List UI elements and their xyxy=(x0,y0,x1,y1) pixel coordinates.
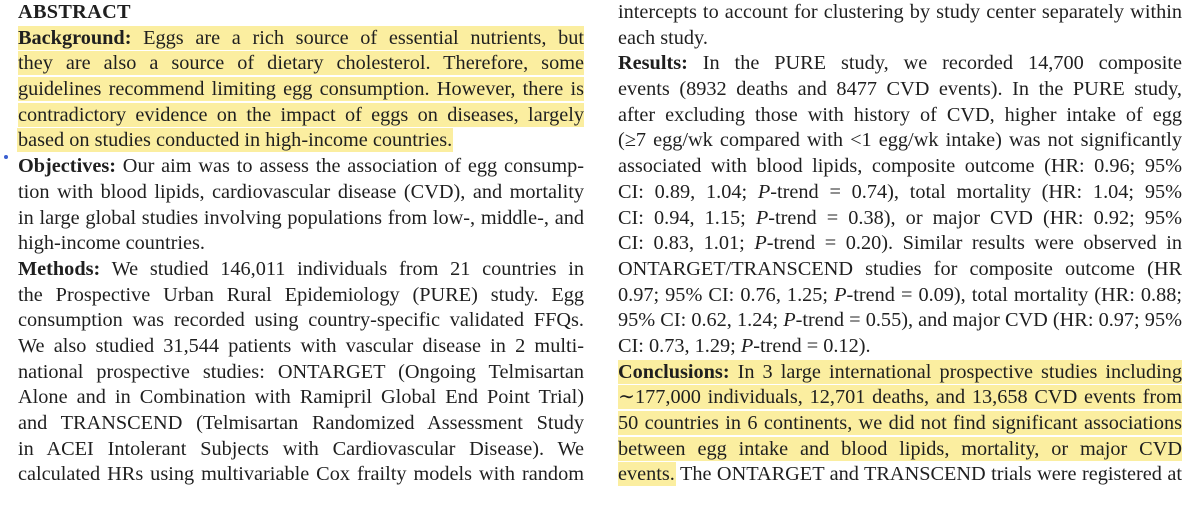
abstract-right-column xyxy=(618,0,1182,488)
methods-line-6: Alone and in Combination with Ramipril Global End Point Trial) xyxy=(18,386,584,409)
methods-label: Methods: xyxy=(18,257,101,280)
methods-line-3: consumption was recorded using country-specific validated FFQs. xyxy=(18,309,584,332)
results-line-2: events (8932 deaths and 8477 CVD events). In the PURE study, xyxy=(618,78,1182,101)
background-line-1: Background: Eggs are a rich source of essential nutrients, but xyxy=(18,26,584,49)
methods-line-8: in ACEI Intolerant Subjects with Cardiovascular Disease). We xyxy=(18,437,584,460)
background-line-3: guidelines recommend limiting egg consumption. However, there is xyxy=(18,78,584,101)
objectives-label: Objectives: xyxy=(18,155,116,178)
methods-cont-line-2: each study. xyxy=(618,26,708,49)
methods-line-9: calculated HRs using multivariable Cox frailty models with random xyxy=(18,463,584,486)
background-line-5: based on studies conducted in high-income countries. xyxy=(18,129,453,152)
background-line-4: contradictory evidence on the impact of eggs on diseases, largely xyxy=(18,103,584,126)
background-label: Background: xyxy=(18,26,132,49)
results-line-4: (≥7 egg/wk compared with <1 egg/wk intake) was not significantly xyxy=(618,129,1182,152)
results-line-9: ONTARGET/TRANSCEND studies for composite outcome (HR xyxy=(618,257,1182,280)
results-line-1: Results: In the PURE study, we recorded 14,700 composite xyxy=(618,52,1182,75)
methods-line-4: We also studied 31,544 patients with vascular disease in 2 multi- xyxy=(18,334,584,357)
abstract-heading: ABSTRACT xyxy=(18,1,131,23)
results-line-11: 95% CI: 0.62, 1.24; P-trend = 0.55), and major CVD (HR: 0.97; 95% xyxy=(618,309,1182,332)
conclusions-line-1: Conclusions: In 3 large international prospective studies including xyxy=(618,360,1182,383)
results-line-5: associated with blood lipids, composite outcome (HR: 0.96; 95% xyxy=(618,155,1182,178)
methods-cont-line-1: intercepts to account for clustering by study center separately within xyxy=(618,1,1182,23)
conclusions-line-2: ∼177,000 individuals, 12,701 deaths, and 13,658 CVD events from xyxy=(618,386,1182,409)
results-label: Results: xyxy=(618,52,688,75)
objectives-line-2: tion with blood lipids, cardiovascular disease (CVD), and mortality xyxy=(18,180,584,203)
results-line-6: CI: 0.89, 1.04; P-trend = 0.74), total mortality (HR: 1.04; 95% xyxy=(618,180,1182,203)
results-line-10: 0.97; 95% CI: 0.76, 1.25; P-trend = 0.09), total mortality (HR: 0.88; xyxy=(618,283,1182,306)
methods-line-5: national prospective studies: ONTARGET (Ongoing Telmisartan xyxy=(18,360,584,383)
results-line-7: CI: 0.94, 1.15; P-trend = 0.38), or major CVD (HR: 0.92; 95% xyxy=(618,206,1182,229)
objectives-line-4: high-income countries. xyxy=(18,232,205,255)
conclusions-line-5: events. The ONTARGET and TRANSCEND trials were registered at xyxy=(618,463,1182,486)
conclusions-line-4: between egg intake and blood lipids, mortality, or major CVD xyxy=(618,437,1182,460)
methods-line-7: and TRANSCEND (Telmisartan Randomized Assessment Study xyxy=(18,412,584,434)
conclusions-label: Conclusions: xyxy=(618,360,730,383)
results-line-12: CI: 0.73, 1.29; P-trend = 0.12). xyxy=(618,334,871,357)
results-line-3: after excluding those with history of CVD, higher intake of egg xyxy=(618,103,1182,126)
background-line-2: they are also a source of dietary cholesterol. Therefore, some xyxy=(18,52,584,75)
objectives-line-1: Objectives: Our aim was to assess the association of egg consump- xyxy=(18,155,584,178)
methods-line-2: the Prospective Urban Rural Epidemiology (PURE) study. Egg xyxy=(18,283,584,306)
results-line-8: CI: 0.83, 1.01; P-trend = 0.20). Similar results were observed in xyxy=(618,232,1182,255)
methods-line-1: Methods: We studied 146,011 individuals from 21 countries in xyxy=(18,257,584,280)
conclusions-line-3: 50 countries in 6 continents, we did not find significant associations xyxy=(618,412,1182,434)
abstract-left-column xyxy=(18,0,584,488)
margin-annotation-dot xyxy=(4,155,8,159)
objectives-line-3: in large global studies involving populations from low-, middle-, and xyxy=(18,206,584,229)
